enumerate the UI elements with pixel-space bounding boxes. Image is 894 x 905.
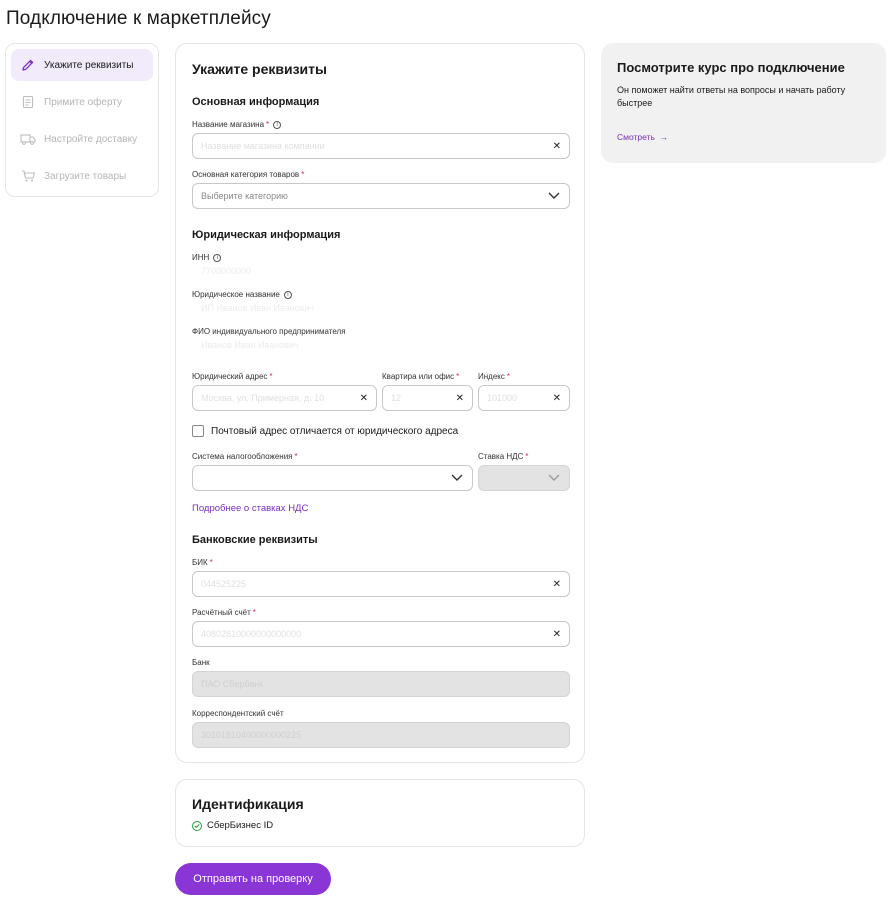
- clear-icon[interactable]: ✕: [552, 628, 561, 640]
- bik-label: БИК *: [192, 558, 213, 567]
- legal-name-value: ИП Иванов Иван Иванович: [201, 303, 315, 313]
- section-bank-title: Банковские реквизиты: [192, 534, 318, 546]
- inn-value: 7700000000: [201, 266, 252, 276]
- clear-icon[interactable]: ✕: [552, 392, 561, 404]
- step-offer[interactable]: [11, 86, 153, 118]
- postal-address-checkbox-row[interactable]: Почтовый адрес отличается от юридического адреса: [192, 425, 458, 437]
- bank-label: Банк: [192, 658, 210, 667]
- step-label: Примите оферту: [44, 96, 122, 108]
- address-input[interactable]: Москва, ул. Примерная, д. 10 ✕: [192, 385, 377, 411]
- step-products[interactable]: [11, 160, 153, 192]
- truck-icon: [20, 131, 36, 147]
- promo-title: Посмотрите курс про подключение: [617, 60, 845, 75]
- submit-button[interactable]: Отправить на проверку: [175, 863, 331, 895]
- sberbusiness-id-row: СберБизнес ID: [192, 820, 273, 831]
- step-label: Укажите реквизиты: [44, 59, 134, 71]
- index-input[interactable]: 101000 ✕: [478, 385, 570, 411]
- clear-icon[interactable]: ✕: [455, 392, 464, 404]
- watch-link[interactable]: Смотреть →: [617, 132, 669, 142]
- chevron-down-icon: [450, 471, 464, 485]
- clear-icon[interactable]: ✕: [552, 140, 561, 152]
- account-input[interactable]: 40802810000000000000 ✕: [192, 621, 570, 647]
- check-circle-icon: [192, 821, 202, 831]
- office-label: Квартира или офис *: [382, 372, 460, 381]
- fio-value: Иванов Иван Иванович: [201, 340, 299, 350]
- corr-account-field: 30101810400000000225: [192, 722, 570, 748]
- office-input[interactable]: 12 ✕: [382, 385, 473, 411]
- step-label: Загрузите товары: [44, 170, 127, 182]
- chevron-down-icon: [547, 471, 561, 485]
- store-name-label: Название магазина * i: [192, 120, 281, 129]
- postal-address-checkbox[interactable]: [192, 425, 204, 437]
- clear-icon[interactable]: ✕: [552, 578, 561, 590]
- section-basic-title: Основная информация: [192, 96, 320, 108]
- vat-rate-label: Ставка НДС *: [478, 452, 529, 461]
- form-title: Укажите реквизиты: [192, 61, 327, 77]
- step-label: Настройте доставку: [44, 133, 138, 145]
- category-select[interactable]: Выберите категорию: [192, 183, 570, 209]
- index-label: Индекс *: [478, 372, 510, 381]
- account-label: Расчётный счёт *: [192, 608, 256, 617]
- page-title: Подключение к маркетплейсу: [6, 8, 271, 29]
- legal-name-label: Юридическое название i: [192, 290, 292, 299]
- inn-label: ИНН i: [192, 253, 221, 262]
- arrow-right-icon: →: [657, 132, 669, 142]
- info-icon[interactable]: i: [273, 121, 281, 129]
- section-legal-title: Юридическая информация: [192, 229, 341, 241]
- bank-field: ПАО Сбербанк: [192, 671, 570, 697]
- clear-icon[interactable]: ✕: [359, 392, 368, 404]
- vat-rates-link[interactable]: Подробнее о ставках НДС: [192, 503, 309, 514]
- cart-icon: [20, 168, 36, 184]
- info-icon[interactable]: i: [213, 254, 221, 262]
- identification-card: [175, 779, 585, 847]
- bik-input[interactable]: 044525225 ✕: [192, 571, 570, 597]
- step-delivery[interactable]: [11, 123, 153, 155]
- chevron-down-icon: [547, 189, 561, 203]
- vat-rate-select[interactable]: [478, 465, 570, 491]
- course-promo-card: [601, 43, 886, 163]
- stepper: [5, 43, 159, 197]
- document-icon: [20, 94, 36, 110]
- corr-account-label: Корреспондентский счёт: [192, 709, 284, 718]
- step-details[interactable]: [11, 49, 153, 81]
- info-icon[interactable]: i: [284, 291, 292, 299]
- pencil-icon: [20, 57, 36, 73]
- requisites-form: [175, 43, 585, 763]
- category-label: Основная категория товаров *: [192, 170, 305, 179]
- store-name-input[interactable]: Название магазина компании ✕: [192, 133, 570, 159]
- promo-description: Он поможет найти ответы на вопросы и начать работу быстрее: [617, 85, 846, 108]
- fio-label: ФИО индивидуального предпринимателя: [192, 327, 346, 336]
- address-label: Юридический адрес *: [192, 372, 273, 381]
- tax-system-select[interactable]: [192, 465, 473, 491]
- identification-title: Идентификация: [192, 796, 304, 812]
- tax-system-label: Система налогообложения *: [192, 452, 298, 461]
